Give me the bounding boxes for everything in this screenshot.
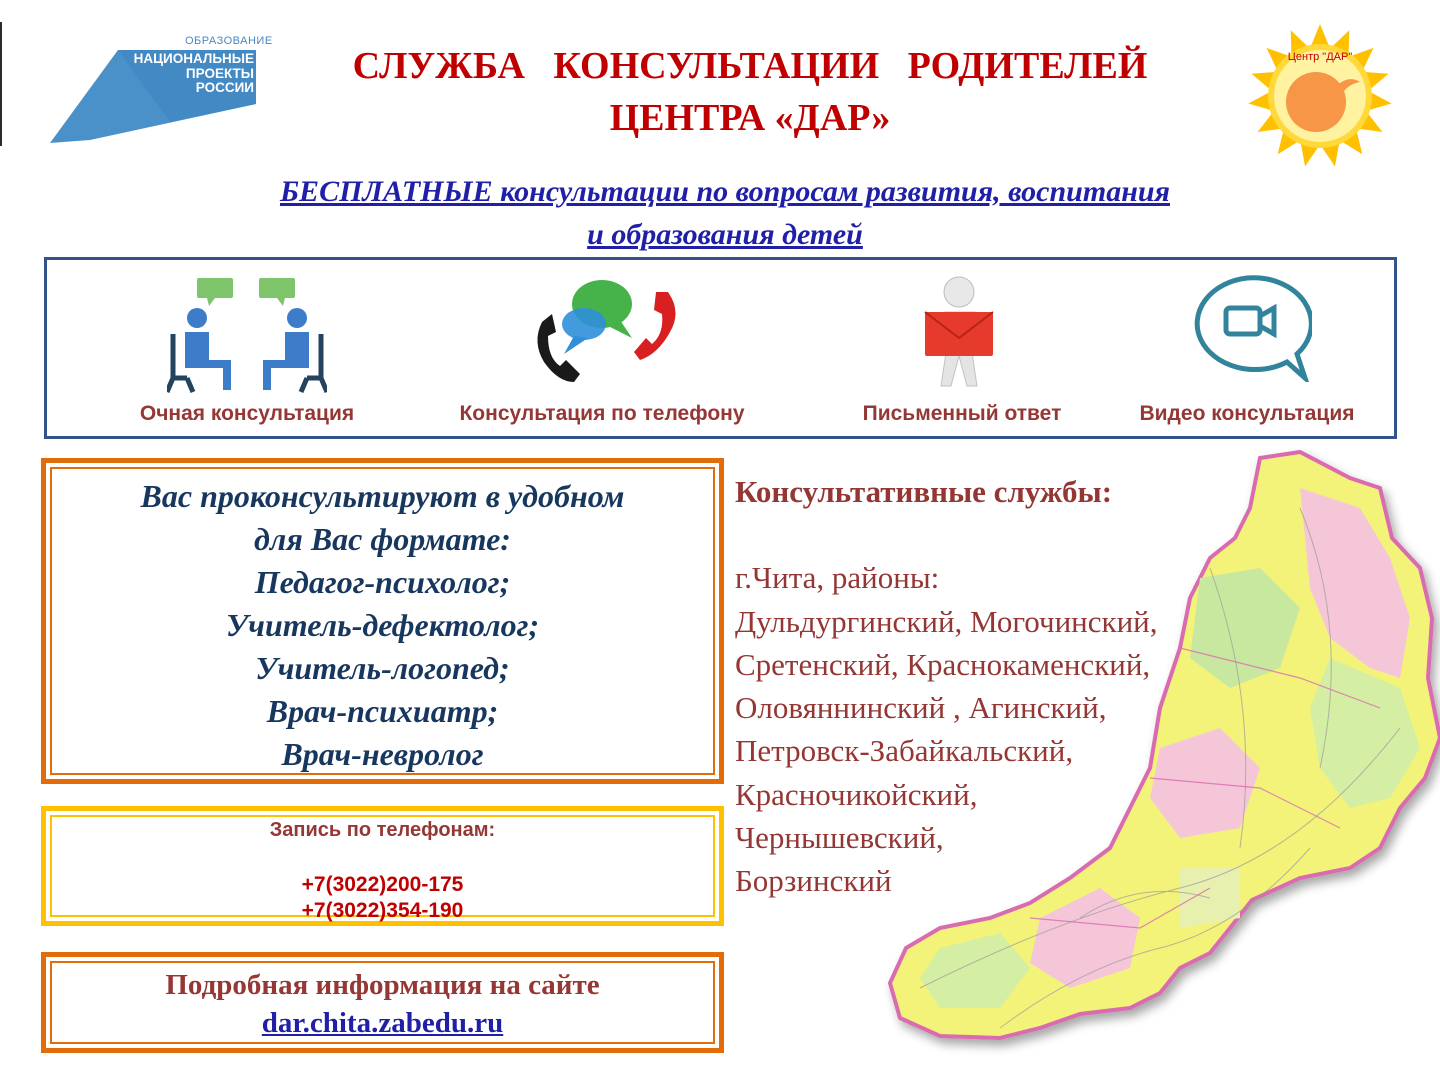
dar-center-logo [1240,22,1400,170]
subtitle-line-2: и образования детей [587,218,863,251]
subtitle-line-1: БЕСПЛАТНЫЕ консультации по вопросам развития, воспитания [280,175,1170,208]
logo-lines [128,52,254,96]
phones-box [41,806,724,926]
format-video [1112,260,1382,436]
services-line: Чернышевский, [735,820,944,856]
specialists-line: Врач-психиатр; [266,693,499,729]
page-title [290,40,1210,144]
title-line-1: СЛУЖБА КОНСУЛЬТАЦИИ РОДИТЕЛЕЙ [352,45,1148,87]
national-projects-logo [50,30,273,148]
envelope-person-icon [907,272,1017,394]
format-label: Письменный ответ [862,402,1062,425]
logo-line: ПРОЕКТЫ [185,65,254,81]
specialists-box [41,458,724,784]
phones-title: Запись по телефонам: [269,819,496,841]
website-link[interactable]: dar.chita.zabedu.ru [261,1007,504,1039]
logo-top-text: ОБРАЗОВАНИЕ [185,35,273,47]
services-spacer [735,513,1255,556]
format-written [822,260,1102,436]
services-line: Красночикойский, [735,776,978,812]
subtitle [150,170,1300,256]
website-label: Подробная информация на сайте [165,969,600,1001]
left-edge-line [0,22,2,146]
specialists-line: для Вас формате: [254,521,511,557]
sun-logo-text: Центр "ДАР" [1287,51,1353,63]
services-line: Дульдургинский, Могочинский, [735,603,1158,639]
specialists-line: Учитель-дефектолог; [225,607,540,643]
consultation-formats-panel [44,257,1397,439]
video-camera-icon [1182,272,1312,382]
services-title: Консультативные службы: [735,474,1113,509]
title-line-2: ЦЕНТРА «ДАР» [609,97,891,139]
format-phone [422,260,782,436]
services-line: Оловяннинский , Агинский, [735,690,1107,726]
sun-logo-icon [1240,22,1400,170]
website-box [41,952,724,1053]
face-to-face-icon [167,272,327,394]
phone-number[interactable]: +7(3022)354-190 [301,899,464,922]
phone-chat-icon [522,272,682,382]
consulting-services [735,470,1255,903]
specialists-line: Педагог-психолог; [254,564,511,600]
phone-number[interactable]: +7(3022)200-175 [301,873,464,896]
services-line: г.Чита, районы: [735,560,940,596]
format-in-person [107,260,387,436]
specialists-line: Врач-невролог [281,736,484,772]
specialists-line: Учитель-логопед; [255,650,510,686]
services-line: Сретенский, Краснокаменский, [735,646,1151,682]
services-line: Петровск-Забайкальский, [735,733,1074,769]
logo-line: НАЦИОНАЛЬНЫЕ [133,51,254,66]
format-label: Видео консультация [1139,402,1355,425]
logo-line: РОССИИ [195,80,254,95]
specialists-list [46,475,719,776]
specialists-line: Вас проконсультируют в удобном [140,478,625,514]
services-line: Борзинский [735,863,892,899]
format-label: Очная консультация [139,402,355,425]
format-label: Консультация по телефону [459,402,745,425]
